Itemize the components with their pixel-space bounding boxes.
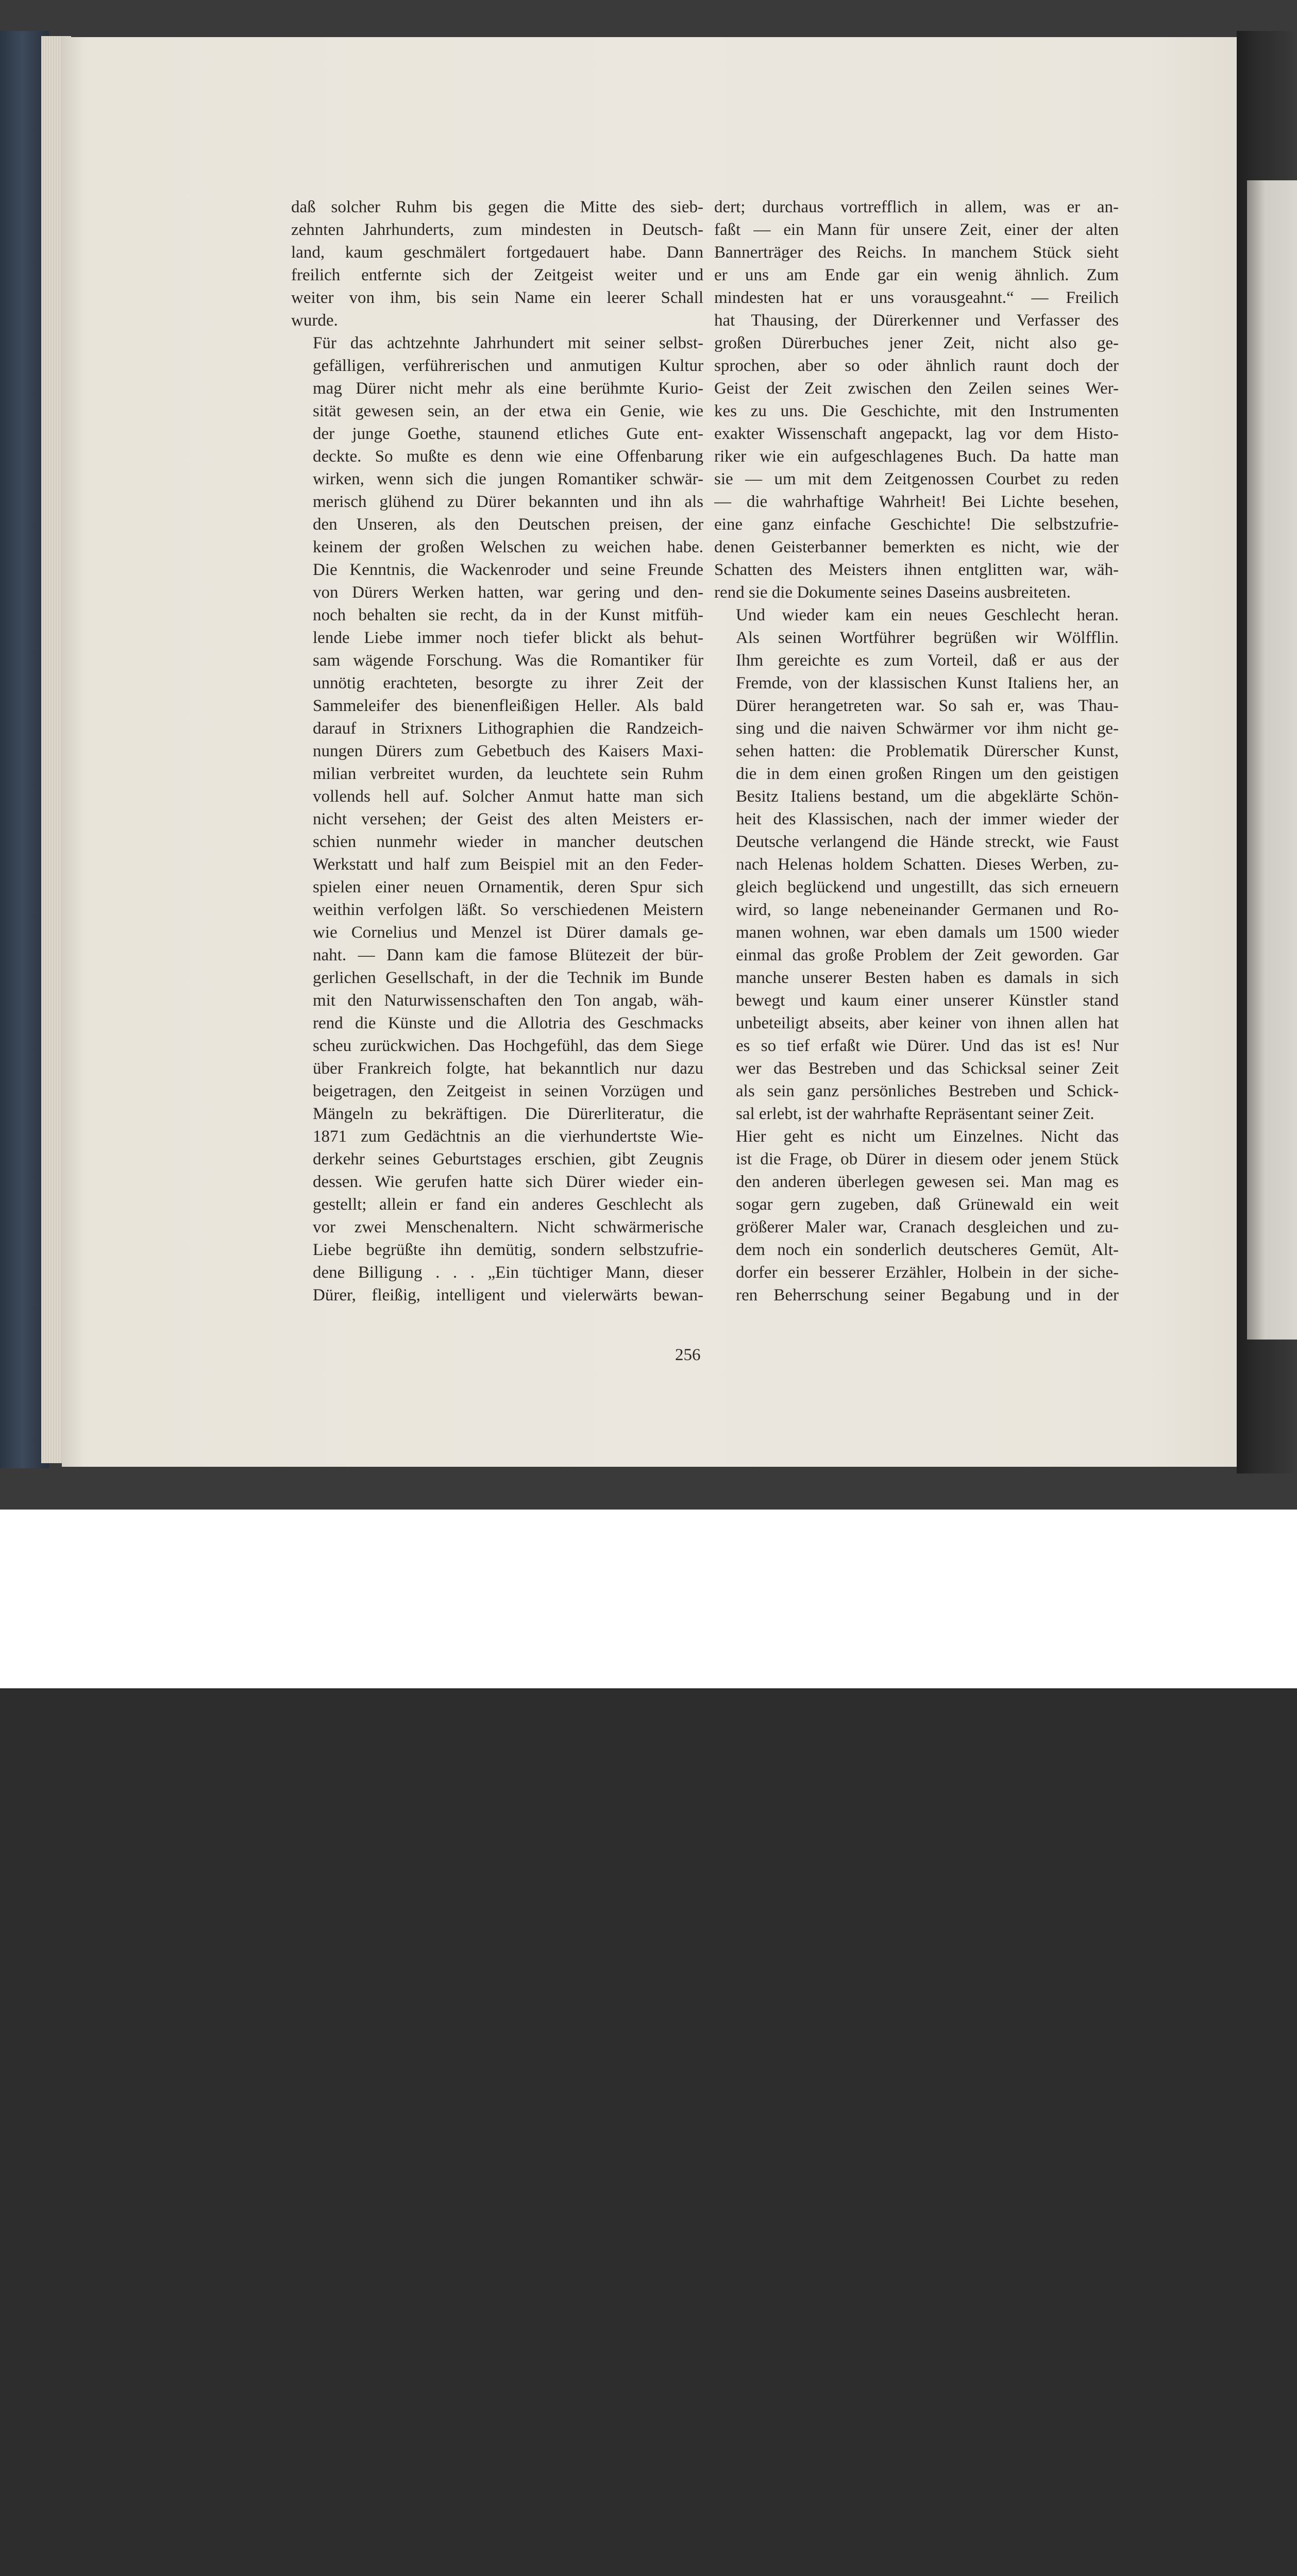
text-line: Dürer, fleißig, intelligent und vielerwärts bewan- xyxy=(313,1286,703,1304)
text-line: sehen hatten: die Problematik Dürerscher Kunst, xyxy=(736,742,1119,760)
text-line: sie — um mit dem Zeitgenossen Courbet zu reden xyxy=(714,470,1119,488)
text-line: Für das achtzehnte Jahrhundert mit seiner selbst- xyxy=(313,334,703,352)
text-line: sam wägende Forschung. Was die Romantiker für xyxy=(313,651,703,670)
viewer-footer xyxy=(0,1510,1297,1688)
text-line: wurde. xyxy=(291,311,338,330)
text-line: merisch glühend zu Dürer bekannten und ihn als xyxy=(313,493,703,511)
opposite-page-sheet xyxy=(1247,180,1297,1340)
text-line: mag Dürer nicht mehr als eine berühmte Kurio- xyxy=(313,379,703,398)
paragraph xyxy=(714,196,1119,604)
text-line: Sammeleifer des bienenfleißigen Heller. Als bald xyxy=(313,697,703,715)
text-line: einmal das große Problem der Zeit geworden. Gar xyxy=(736,946,1119,964)
paragraph xyxy=(714,1125,1119,1307)
text-line: unbeteiligt abseits, aber keiner von ihnen allen hat xyxy=(736,1014,1119,1032)
text-line: den anderen überlegen gewesen sei. Man mag es xyxy=(736,1173,1119,1191)
text-line: nungen Dürers zum Gebetbuch des Kaisers Maxi- xyxy=(313,742,703,760)
text-line: dessen. Wie gerufen hatte sich Dürer wieder ein- xyxy=(313,1173,703,1191)
text-line: weiter von ihm, bis sein Name ein leerer Schall xyxy=(291,289,703,307)
text-line: bewegt und kaum einer unserer Künstler stand xyxy=(736,991,1119,1010)
paragraph xyxy=(291,196,703,332)
text-line: Fremde, von der klassischen Kunst Italiens her, an xyxy=(736,674,1119,692)
text-line: Geist der Zeit zwischen den Zeilen seines Wer- xyxy=(714,379,1119,398)
text-line: faßt — ein Mann für unsere Zeit, einer der alten xyxy=(714,221,1119,239)
text-line: land, kaum geschmälert fortgedauert habe. Dann xyxy=(291,243,703,262)
text-line: hat Thausing, der Dürerkenner und Verfasser des xyxy=(714,311,1119,330)
text-line: die in dem einen großen Ringen um den geistigen xyxy=(736,765,1119,783)
page-number: 256 xyxy=(675,1346,701,1364)
paragraph xyxy=(291,332,703,1307)
text-line: darauf in Strixners Lithographien die Randzeich- xyxy=(313,719,703,738)
text-line: den Unseren, als den Deutschen preisen, der xyxy=(313,515,703,534)
text-line: spielen einer neuen Ornamentik, deren Spur sich xyxy=(313,878,703,896)
text-line: heit des Klassischen, nach der immer wieder der xyxy=(736,810,1119,828)
text-line: rend die Künste und die Allotria des Geschmacks xyxy=(313,1014,703,1032)
text-line: gleich beglückend und ungestillt, das sich erneuern xyxy=(736,878,1119,896)
text-line: gestellt; allein er fand ein anderes Geschlecht als xyxy=(313,1195,703,1214)
text-line: nach Helenas holdem Schatten. Dieses Werben, zu- xyxy=(736,855,1119,874)
text-line: beigetragen, den Zeitgeist in seinen Vorzügen und xyxy=(313,1082,703,1100)
text-line: Deutsche verlangend die Hände streckt, wie Faust xyxy=(736,833,1119,851)
text-line: sogar gern zugeben, daß Grünewald ein weit xyxy=(736,1195,1119,1214)
text-line: sität gewesen sein, an der etwa ein Genie, wie xyxy=(313,402,703,420)
text-line: Die Kenntnis, die Wackenroder und seine Freunde xyxy=(313,561,703,579)
text-line: dorfer ein besserer Erzähler, Holbein in der siche- xyxy=(736,1263,1119,1282)
text-line: wie Cornelius und Menzel ist Dürer damals ge- xyxy=(313,923,703,942)
text-column-left xyxy=(291,196,703,1307)
text-line: wird, so lange nebeneinander Germanen und Ro- xyxy=(736,901,1119,919)
text-line: sal erlebt, ist der wahrhafte Repräsentant seiner Zeit. xyxy=(736,1105,1094,1123)
text-line: ist die Frage, ob Dürer in diesem oder jenem Stück xyxy=(736,1150,1119,1168)
text-line: gerlichen Gesellschaft, in der die Technik im Bunde xyxy=(313,969,703,987)
text-line: rend sie die Dokumente seines Daseins ausbreiteten. xyxy=(714,583,1071,602)
text-line: riker wie ein aufgeschlagenes Buch. Da hatte man xyxy=(714,447,1119,466)
text-line: Dürer herangetreten war. So sah er, was Thau- xyxy=(736,697,1119,715)
text-line: Ihm gereichte es zum Vorteil, daß er aus der xyxy=(736,651,1119,670)
text-line: er uns am Ende gar ein wenig ähnlich. Zum xyxy=(714,266,1119,284)
text-line: eine ganz einfache Geschichte! Die selbstzufrie- xyxy=(714,515,1119,534)
text-line: noch behalten sie recht, da in der Kunst mitfüh- xyxy=(313,606,703,624)
text-line: dert; durchaus vortrefflich in allem, was er an- xyxy=(714,198,1119,216)
text-line: — die wahrhaftige Wahrheit! Bei Lichte besehen, xyxy=(714,493,1119,511)
text-line: Liebe begrüßte ihn demütig, sondern selbstzufrie- xyxy=(313,1241,703,1259)
text-line: daß solcher Ruhm bis gegen die Mitte des sieb- xyxy=(291,198,703,216)
text-line: unnötig erachteten, besorgte zu ihrer Zeit der xyxy=(313,674,703,692)
text-line: sing und die naiven Schwärmer vor ihm nicht ge- xyxy=(736,719,1119,738)
text-line: milian verbreitet wurden, da leuchtete sein Ruhm xyxy=(313,765,703,783)
text-line: als sein ganz persönliches Bestreben und Schick- xyxy=(736,1082,1119,1100)
text-line: manche unserer Besten haben es damals in sich xyxy=(736,969,1119,987)
text-line: von Dürers Werken hatten, war gering und den- xyxy=(313,583,703,602)
text-line: Und wieder kam ein neues Geschlecht heran. xyxy=(736,606,1119,624)
text-line: lende Liebe immer noch tiefer blickt als behut- xyxy=(313,629,703,647)
text-line: exakter Wissenschaft angepackt, lag vor dem Histo- xyxy=(714,425,1119,443)
text-line: es so tief erfaßt wie Dürer. Und das ist es! Nur xyxy=(736,1037,1119,1055)
text-line: ren Beherrschung seiner Begabung und in der xyxy=(736,1286,1119,1304)
text-line: naht. — Dann kam die famose Blütezeit der bür- xyxy=(313,946,703,964)
text-line: deckte. So mußte es denn wie eine Offenbarung xyxy=(313,447,703,466)
text-line: mindesten hat er uns vorausgeahnt.“ — Freilich xyxy=(714,289,1119,307)
text-line: Besitz Italiens bestand, um die abgeklärte Schön- xyxy=(736,787,1119,806)
text-line: denen Geisterbanner bemerkten es nicht, wie der xyxy=(714,538,1119,556)
paragraph xyxy=(714,604,1119,1125)
text-line: Als seinen Wortführer begrüßen wir Wölfflin. xyxy=(736,629,1119,647)
text-line: 1871 zum Gedächtnis an die vierhundertste Wie- xyxy=(313,1127,703,1146)
text-line: sprochen, aber so oder ähnlich raunt doch der xyxy=(714,357,1119,375)
text-line: gefälligen, verführerischen und anmutigen Kultur xyxy=(313,357,703,375)
text-line: mit den Naturwissenschaften den Ton angab, wäh- xyxy=(313,991,703,1010)
text-line: Mängeln zu bekräftigen. Die Dürerliteratur, die xyxy=(313,1105,703,1123)
text-line: wirken, wenn sich die jungen Romantiker schwär- xyxy=(313,470,703,488)
text-line: Schatten des Meisters ihnen entglitten war, wäh- xyxy=(714,561,1119,579)
text-line: kes zu uns. Die Geschichte, mit den Instrumenten xyxy=(714,402,1119,420)
text-line: vollends hell auf. Solcher Anmut hatte man sich xyxy=(313,787,703,806)
text-line: derkehr seines Geburtstages erschien, gibt Zeugnis xyxy=(313,1150,703,1168)
text-line: der junge Goethe, staunend etliches Gute ent- xyxy=(313,425,703,443)
text-line: schien nunmehr wieder in mancher deutschen xyxy=(313,833,703,851)
text-line: keinem der großen Welschen zu weichen habe. xyxy=(313,538,703,556)
text-line: Werkstatt und half zum Beispiel mit an den Feder- xyxy=(313,855,703,874)
text-line: Hier geht es nicht um Einzelnes. Nicht das xyxy=(736,1127,1119,1146)
text-line: nicht versehen; der Geist des alten Meisters er- xyxy=(313,810,703,828)
text-line: großen Dürerbuches jener Zeit, nicht also ge- xyxy=(714,334,1119,352)
text-line: zehnten Jahrhunderts, zum mindesten in Deutsch- xyxy=(291,221,703,239)
text-line: manen wohnen, war eben damals um 1500 wieder xyxy=(736,923,1119,942)
text-line: über Frankreich folgte, hat bekanntlich nur dazu xyxy=(313,1059,703,1078)
text-line: freilich entfernte sich der Zeitgeist weiter und xyxy=(291,266,703,284)
text-line: wer das Bestreben und das Schicksal seiner Zeit xyxy=(736,1059,1119,1078)
text-line: vor zwei Menschenaltern. Nicht schwärmerische xyxy=(313,1218,703,1236)
text-line: größerer Maler war, Cranach desgleichen und zu- xyxy=(736,1218,1119,1236)
text-line: weithin verfolgen läßt. So verschiedenen Meistern xyxy=(313,901,703,919)
text-line: dem noch ein sonderlich deutscheres Gemüt, Alt- xyxy=(736,1241,1119,1259)
text-line: dene Billigung . . . „Ein tüchtiger Mann, dieser xyxy=(313,1263,703,1282)
text-line: Bannerträger des Reichs. In manchem Stück sieht xyxy=(714,243,1119,262)
text-column-right xyxy=(714,196,1119,1307)
text-line: scheu zurückwichen. Das Hochgefühl, das dem Siege xyxy=(313,1037,703,1055)
